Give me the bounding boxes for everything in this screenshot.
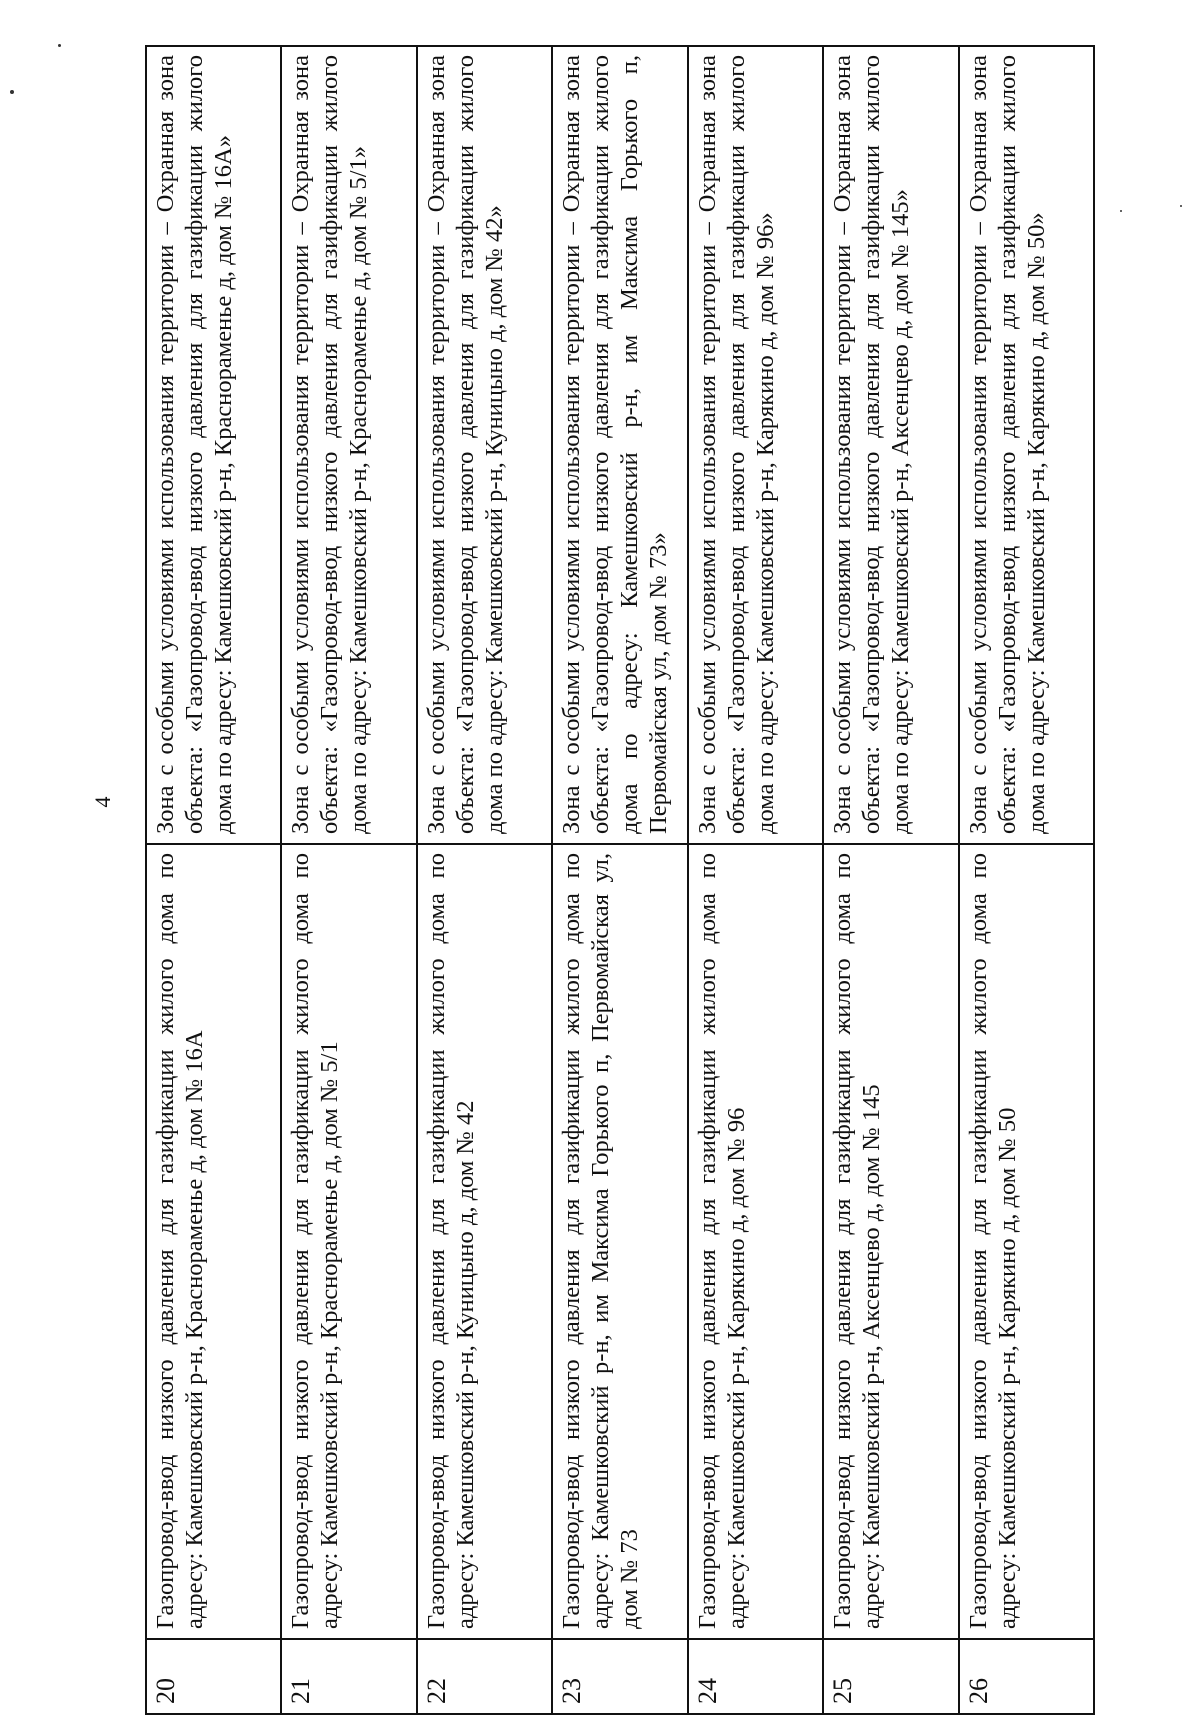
table-row: [147, 47, 282, 1713]
scan-speck: [1180, 205, 1182, 207]
zone-description: Зона с особыми условиями использования территории – Охранная зона объекта: «Газопровод-ввод низкого давления для газификации жилого дома по адресу: Камешковский р-н, им Максима Горького п, Первомайская ул, дом № 73»: [558, 55, 673, 834]
object-name: Газопровод-ввод низкого давления для газификации жилого дома по адресу: Камешковский р-н, Куницыно д, дом № 42: [418, 843, 551, 1638]
table-row: [553, 47, 688, 1713]
zone-description: Зона с особыми условиями использования территории – Охранная зона объекта: «Газопровод-ввод низкого давления для газификации жилого дома по адресу: Камешковский р-н, Карякино д, дом № 50»: [964, 55, 1050, 834]
row-number: 20: [147, 1638, 280, 1713]
object-name: Газопровод-ввод низкого давления для газификации жилого дома по адресу: Камешковский р-н, им Максима Горького п, Первомайская ул, дом № 73: [553, 843, 686, 1638]
table-row: [960, 47, 1093, 1713]
row-number: 26: [960, 1638, 1093, 1713]
scan-speck: [58, 44, 61, 47]
zone-description: Зона с особыми условиями использования территории – Охранная зона объекта: «Газопровод-ввод низкого давления для газификации жилого дома по адресу: Камешковский р-н, Аксенцево д, дом № 145»: [829, 55, 915, 834]
zone-description: Зона с особыми условиями использования территории – Охранная зона объекта: «Газопровод-ввод низкого давления для газификации жилого дома по адресу: Камешковский р-н, Краснораменье д, дом № 5/1»: [287, 55, 373, 834]
object-name: Газопровод-ввод низкого давления для газификации жилого дома по адресу: Камешковский р-н, Краснораменье д, дом № 16А: [147, 843, 280, 1638]
object-name: Газопровод-ввод низкого давления для газификации жилого дома по адресу: Камешковский р-н, Краснораменье д, дом № 5/1: [282, 843, 415, 1638]
row-number: 24: [689, 1638, 822, 1713]
zone-description: Зона с особыми условиями использования территории – Охранная зона объекта: «Газопровод-ввод низкого давления для газификации жилого дома по адресу: Камешковский р-н, Краснораменье д, дом № 16А»: [152, 55, 237, 834]
object-name: Газопровод-ввод низкого давления для газификации жилого дома по адресу: Камешковский р-н, Карякино д, дом № 50: [960, 843, 1093, 1638]
row-number: 25: [824, 1638, 957, 1713]
scan-speck: [1120, 210, 1122, 212]
zone-description: Зона с особыми условиями использования территории – Охранная зона объекта: «Газопровод-ввод низкого давления для газификации жилого дома по адресу: Камешковский р-н, Карякино д, дом № 96»: [693, 55, 779, 834]
object-name: Газопровод-ввод низкого давления для газификации жилого дома по адресу: Камешковский р-н, Карякино д, дом № 96: [689, 843, 822, 1638]
gas-pipeline-zones-table: [145, 45, 1095, 1715]
page-number: 4: [90, 796, 115, 808]
table-row: [824, 47, 959, 1713]
document-page: [145, 45, 1095, 1715]
object-name: Газопровод-ввод низкого давления для газификации жилого дома по адресу: Камешковский р-н, Аксенцево д, дом № 145: [824, 843, 957, 1638]
row-number: 22: [418, 1638, 551, 1713]
zone-description: Зона с особыми условиями использования территории – Охранная зона объекта: «Газопровод-ввод низкого давления для газификации жилого дома по адресу: Камешковский р-н, Куницыно д, дом № 42»: [422, 55, 508, 834]
table-row: [689, 47, 824, 1713]
scan-speck: [10, 90, 14, 94]
row-number: 21: [282, 1638, 415, 1713]
table-row: [282, 47, 417, 1713]
table-row: [418, 47, 553, 1713]
row-number: 23: [553, 1638, 686, 1713]
